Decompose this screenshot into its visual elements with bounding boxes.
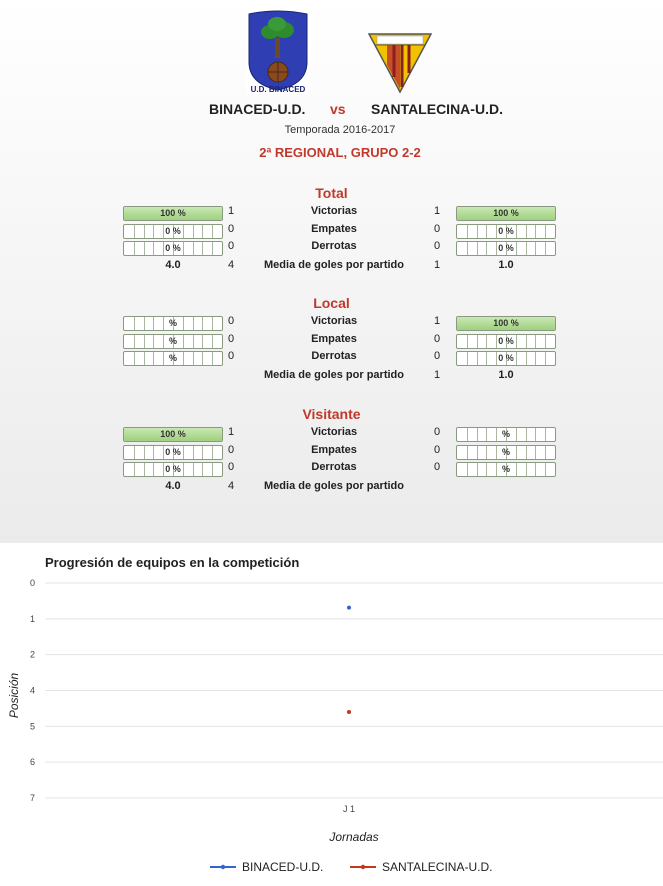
pct-bar-text: 0 % [165, 447, 181, 457]
home-pct-bar [123, 241, 223, 256]
away-pct-bar [456, 224, 556, 239]
y-tick-label: 5 [29, 721, 35, 732]
pct-bar-text: 0 % [498, 336, 514, 346]
goal-average-label: Media de goles por partido [264, 259, 404, 271]
pct-bar-text: 100 % [160, 429, 186, 439]
season-label: Temporada 2016-2017 [284, 124, 396, 136]
stat-label: Empates [311, 223, 357, 235]
away-pct-bar [456, 462, 556, 477]
stat-label: Empates [311, 333, 357, 345]
home-crest-icon [246, 10, 310, 94]
away-goals-total: 1 [434, 369, 441, 381]
home-goals-total: 4 [228, 259, 235, 271]
progression-chart [0, 543, 663, 886]
pct-bar-text: % [501, 447, 510, 457]
away-goal-average: 1.0 [498, 259, 514, 271]
stat-label: Derrotas [311, 350, 357, 362]
y-tick-label: 6 [29, 757, 35, 768]
away-stat-value: 0 [434, 461, 441, 473]
pct-bar-text: 0 % [165, 226, 181, 236]
y-tick-label: 7 [29, 793, 35, 803]
home-team-name[interactable]: BINACED-U.D. [209, 101, 306, 117]
x-axis-label: Jornadas [329, 830, 379, 844]
home-pct-bar [123, 334, 223, 349]
home-goals-total: 4 [228, 480, 235, 492]
away-stat-value: 0 [434, 426, 441, 438]
goal-average-label: Media de goles por partido [264, 369, 404, 381]
y-axis-label: Posición [7, 672, 21, 719]
home-crest-text: U.D. BINACED [250, 85, 306, 94]
pct-bar-text: 0 % [498, 353, 514, 363]
series-point[interactable] [347, 606, 351, 610]
away-pct-bar [456, 351, 556, 366]
home-goal-average: 4.0 [165, 480, 181, 492]
away-pct-bar [456, 427, 556, 442]
stat-label: Derrotas [311, 240, 357, 252]
home-pct-bar [123, 206, 223, 221]
away-team-name[interactable]: SANTALECINA-U.D. [371, 101, 503, 117]
stat-label: Victorias [310, 426, 358, 438]
chart-title: Progresión de equipos en la competición [45, 555, 300, 570]
pct-bar-text: 0 % [498, 243, 514, 253]
pct-bar-text: 100 % [493, 318, 519, 328]
home-stat-value: 1 [228, 426, 235, 438]
pct-bar-text: % [168, 353, 177, 363]
away-stat-value: 0 [434, 240, 441, 252]
league-title: 2ª REGIONAL, GRUPO 2-2 [259, 145, 421, 160]
away-stat-value: 0 [434, 444, 441, 456]
home-stat-value: 0 [228, 315, 235, 327]
home-pct-bar [123, 427, 223, 442]
away-pct-bar [456, 316, 556, 331]
section-title: Local [313, 295, 350, 311]
stat-label: Victorias [310, 205, 358, 217]
pct-bar-text: 100 % [493, 208, 519, 218]
y-tick-label: 4 [29, 685, 35, 696]
away-pct-bar [456, 334, 556, 349]
home-stat-value: 0 [228, 240, 235, 252]
away-goal-average: 1.0 [498, 369, 514, 381]
goal-average-label: Media de goles por partido [264, 480, 404, 492]
home-pct-bar [123, 351, 223, 366]
x-tick-label: J 1 [342, 804, 356, 814]
away-crest-icon [367, 31, 433, 94]
away-stat-value: 1 [434, 205, 441, 217]
series-point[interactable] [347, 710, 351, 714]
pct-bar-text: 0 % [165, 464, 181, 474]
home-pct-bar [123, 224, 223, 239]
home-goal-average: 4.0 [165, 259, 181, 271]
pct-bar-text: % [168, 336, 177, 346]
y-tick-label: 1 [29, 613, 35, 624]
home-stat-value: 0 [228, 223, 235, 235]
home-pct-bar [123, 445, 223, 460]
home-stat-value: 0 [228, 333, 235, 345]
pct-bar-text: 0 % [498, 226, 514, 236]
away-pct-bar [456, 445, 556, 460]
home-pct-bar [123, 462, 223, 477]
y-tick-label: 0 [29, 578, 35, 588]
pct-bar-text: 100 % [160, 208, 186, 218]
stat-label: Victorias [310, 315, 358, 327]
away-stat-value: 1 [434, 315, 441, 327]
y-tick-label: 2 [29, 649, 35, 660]
away-goals-total: 1 [434, 259, 441, 271]
home-stat-value: 0 [228, 350, 235, 362]
stat-label: Derrotas [311, 461, 357, 473]
away-pct-bar [456, 206, 556, 221]
pct-bar-text: % [501, 429, 510, 439]
home-pct-bar [123, 316, 223, 331]
away-stat-value: 0 [434, 333, 441, 345]
legend-swatch-dot [221, 865, 225, 869]
pct-bar-text: 0 % [165, 243, 181, 253]
home-stat-value: 0 [228, 444, 235, 456]
pct-bar-text: % [168, 318, 177, 328]
legend-swatch-dot [361, 865, 365, 869]
away-stat-value: 0 [434, 223, 441, 235]
section-title: Visitante [302, 406, 361, 422]
away-pct-bar [456, 241, 556, 256]
section-title: Total [315, 185, 348, 201]
legend-item[interactable]: BINACED-U.D. [242, 860, 324, 874]
stat-label: Empates [311, 444, 357, 456]
pct-bar-text: % [501, 464, 510, 474]
legend-item[interactable]: SANTALECINA-U.D. [382, 860, 493, 874]
vs-label: vs [330, 101, 346, 117]
away-stat-value: 0 [434, 350, 441, 362]
home-stat-value: 0 [228, 461, 235, 473]
home-stat-value: 1 [228, 205, 235, 217]
